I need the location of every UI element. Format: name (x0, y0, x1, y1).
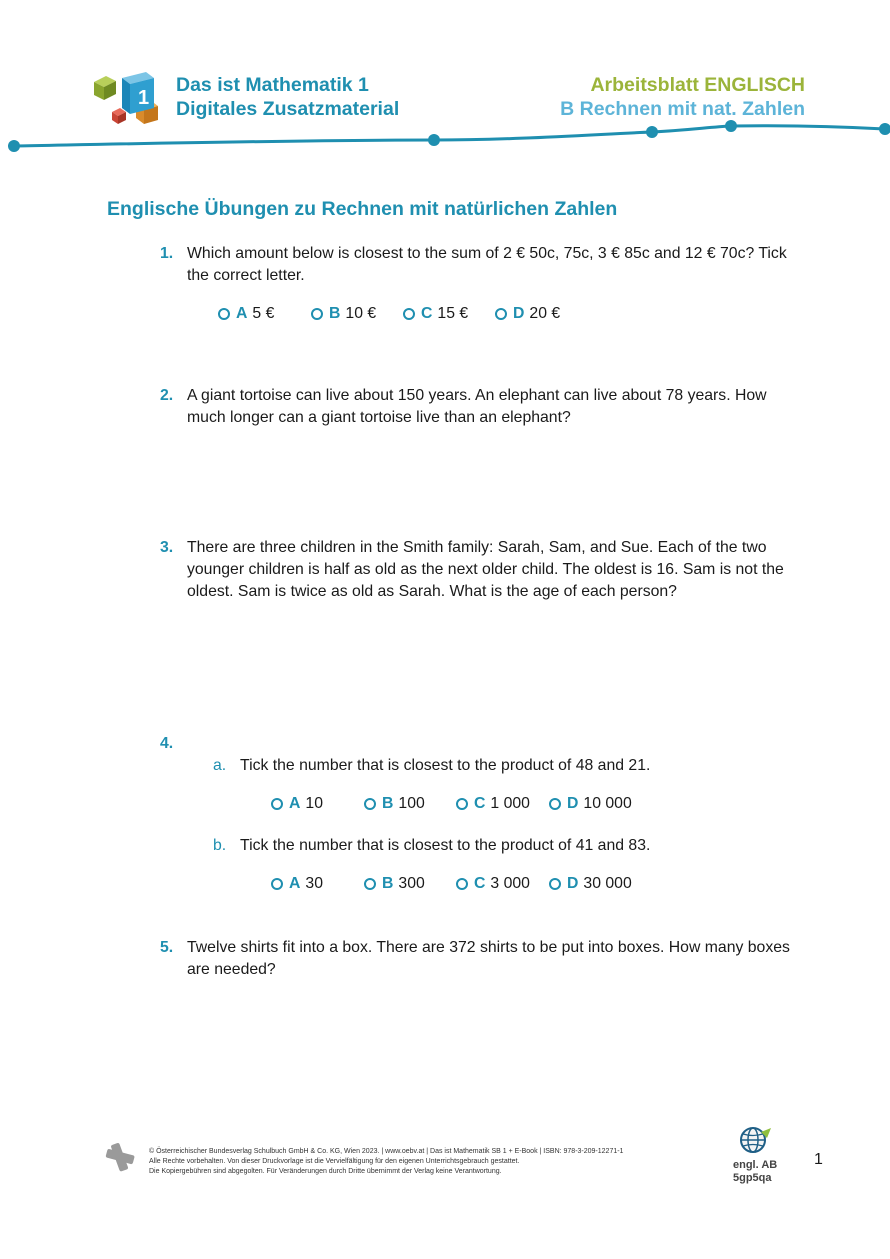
radio-circle-icon[interactable] (495, 308, 507, 320)
task-3 (160, 537, 800, 603)
radio-circle-icon[interactable] (311, 308, 323, 320)
page-title: Englische Übungen zu Rechnen mit natürlichen Zahlen (107, 198, 618, 220)
radio-circle-icon[interactable] (364, 798, 376, 810)
task-number: 1. (160, 245, 174, 262)
task-4b (213, 835, 650, 857)
option-d[interactable]: D 20 € (495, 304, 560, 324)
task-text: A giant tortoise can live about 150 years. An elephant can live about 78 years. How much longer can a giant tortoise live than an elephant? (187, 387, 767, 426)
radio-circle-icon[interactable] (549, 878, 561, 890)
webcode[interactable]: engl. AB 5gp5qa (733, 1159, 778, 1184)
task-5 (160, 937, 800, 981)
option-d[interactable]: D 30 000 (549, 874, 632, 894)
subtask-letter: a. (213, 757, 227, 774)
radio-circle-icon[interactable] (456, 798, 468, 810)
header-left (176, 73, 399, 121)
option-d[interactable]: D 10 000 (549, 794, 632, 814)
page-number: 1 (814, 1151, 823, 1168)
header-book-title: Das ist Mathematik 1 (176, 74, 369, 96)
option-b[interactable]: B 100 (364, 794, 425, 814)
header-right (560, 73, 805, 121)
option-c[interactable]: C 3 000 (456, 874, 530, 894)
header-divider-line (0, 118, 890, 158)
option-a[interactable]: A 30 (271, 874, 323, 894)
header-topic: B Rechnen mit nat. Zahlen (560, 98, 805, 120)
radio-circle-icon[interactable] (456, 878, 468, 890)
subtask-letter: b. (213, 837, 227, 854)
header-worksheet-type: Arbeitsblatt ENGLISCH (590, 74, 805, 96)
task-1 (160, 243, 800, 287)
radio-circle-icon[interactable] (364, 878, 376, 890)
subtask-text: Tick the number that is closest to the product of 41 and 83. (240, 837, 651, 854)
subtask-text: Tick the number that is closest to the product of 48 and 21. (240, 757, 651, 774)
radio-circle-icon[interactable] (271, 878, 283, 890)
task-number: 3. (160, 539, 174, 556)
task-4a (213, 755, 650, 777)
logo-number: 1 (138, 87, 150, 109)
footer-copyright: © Österreichischer Bundesverlag Schulbuch GmbH & Co. KG, Wien 2023. | www.oebv.at | Das ist Mathematik SB 1 + E-Book | ISBN: 978-3-209-12271-1 Alle Rechte vorbehalten. Von dieser Druckvorlage ist die Vervielfältigung für den eigenen Unterrichtsgebrauch gestattet. Die Kopiergebühren sind abgegolten. Für Veränderungen durch Dritte übernimmt der Verlag keine Verantwortung. (149, 1148, 624, 1175)
header-material-title: Digitales Zusatzmaterial (176, 98, 400, 120)
radio-circle-icon[interactable] (218, 308, 230, 320)
globe-icon[interactable] (739, 1125, 773, 1155)
task-text: Which amount below is closest to the sum of 2 € 50c, 75c, 3 € 85c and 12 € 70c? Tick the correct letter. (187, 245, 787, 284)
task-number: 5. (160, 939, 174, 956)
radio-circle-icon[interactable] (271, 798, 283, 810)
option-c[interactable]: C 1 000 (456, 794, 530, 814)
task-number: 4. (160, 735, 174, 752)
option-b[interactable]: B 10 € (311, 304, 376, 324)
option-a[interactable]: A 10 (271, 794, 323, 814)
publisher-logo-icon (104, 1141, 136, 1173)
option-c[interactable]: C 15 € (403, 304, 468, 324)
radio-circle-icon[interactable] (549, 798, 561, 810)
task-text: Twelve shirts fit into a box. There are 372 shirts to be put into boxes. How many boxes are needed? (187, 939, 790, 978)
task-text: There are three children in the Smith family: Sarah, Sam, and Sue. Each of the two younger children is half as old as the next older child. The oldest is 16. Sam is not the oldest. Sam is twice as old as Sarah. What is the age of each person? (187, 539, 784, 600)
option-b[interactable]: B 300 (364, 874, 425, 894)
option-a[interactable]: A 5 € (218, 304, 274, 324)
task-2 (160, 385, 800, 429)
radio-circle-icon[interactable] (403, 308, 415, 320)
task-number: 2. (160, 387, 174, 404)
